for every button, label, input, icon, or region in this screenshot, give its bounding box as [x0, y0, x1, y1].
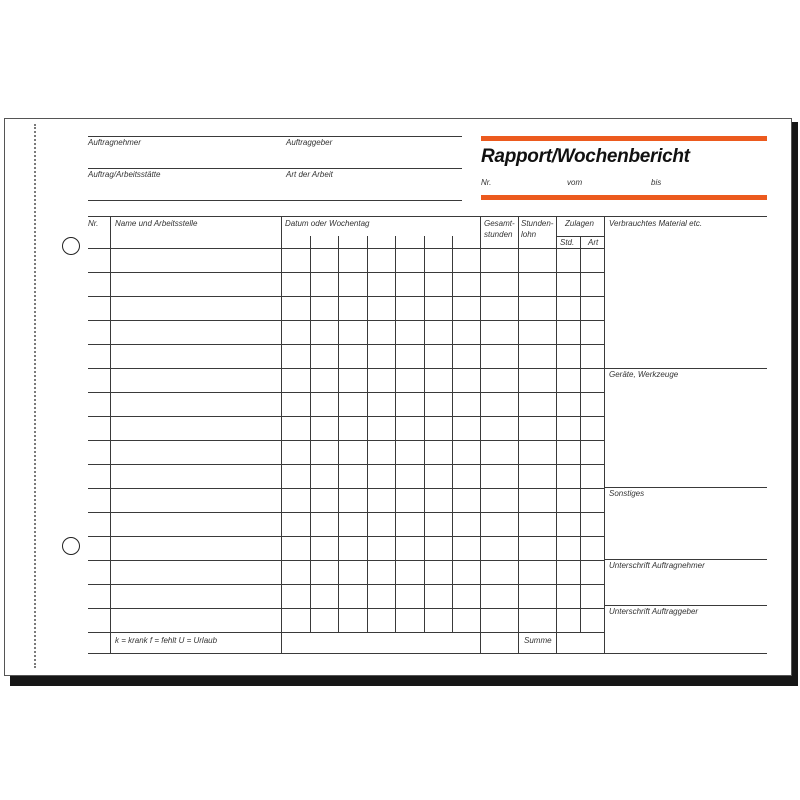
col-divider-allowance [580, 236, 581, 632]
other-label: Sonstiges [609, 489, 645, 498]
punch-hole-bottom [62, 537, 80, 555]
col-nr-label: Nr. [88, 219, 99, 228]
table-row-line [88, 392, 604, 393]
col-divider-day [424, 236, 425, 632]
col-divider-day [395, 236, 396, 632]
table-row-line [88, 536, 604, 537]
page-title: Rapport/Wochenbericht [481, 146, 690, 167]
absence-legend: k = krank f = fehlt U = Urlaub [115, 636, 218, 645]
col-name-site-label: Name und Arbeitsstelle [115, 219, 198, 228]
table-row-line [88, 512, 604, 513]
punch-hole-top [62, 237, 80, 255]
col-date-weekday-label: Datum oder Wochentag [285, 219, 370, 228]
order-site-field-line[interactable] [88, 200, 462, 201]
right-panel-divider [604, 487, 767, 488]
table-row-line [88, 320, 604, 321]
to-label: bis [651, 178, 662, 187]
table-row-line [88, 272, 604, 273]
contractor-label: Auftragnehmer [88, 138, 141, 147]
col-allowances-label: Zulagen [565, 219, 594, 228]
client-label: Auftraggeber [286, 138, 333, 147]
right-panel-divider [604, 605, 767, 606]
materials-label: Verbrauchtes Material etc. [609, 219, 703, 228]
table-row-line [88, 248, 604, 249]
col-hourly-wage-label-1: Stunden- [521, 219, 554, 228]
col-allowance-hours-label: Std. [560, 238, 575, 247]
table-row-line [88, 416, 604, 417]
perforation-line [34, 124, 36, 668]
col-divider-name [281, 216, 282, 653]
right-panel-divider [604, 368, 767, 369]
col-divider-day [452, 236, 453, 632]
table-bottom-rule [88, 653, 767, 654]
col-divider-allowance-end [604, 216, 605, 653]
col-divider-nr [110, 216, 111, 653]
col-divider-wage [556, 216, 557, 653]
col-total-hours-label-1: Gesamt- [484, 219, 515, 228]
col-divider-days-end [480, 216, 481, 653]
table-row-line [88, 608, 604, 609]
sum-label: Summe [524, 636, 552, 645]
col-total-hours-label-2: stunden [484, 230, 513, 239]
table-top-rule [88, 216, 767, 217]
col-hourly-wage-label-2: lohn [521, 230, 537, 239]
table-row-line [88, 560, 604, 561]
col-allowance-type-label: Art [588, 238, 599, 247]
from-label: vom [567, 178, 583, 187]
order-site-label: Auftrag/Arbeitsstätte [88, 170, 161, 179]
col-divider-day [367, 236, 368, 632]
col-divider-day [310, 236, 311, 632]
client-signature-label: Unterschrift Auftraggeber [609, 607, 699, 616]
col-divider-day [338, 236, 339, 632]
table-row-line [88, 488, 604, 489]
accent-stripe-bottom [481, 195, 767, 200]
table-row-line [88, 632, 604, 633]
col-divider-total-hours [518, 216, 519, 653]
number-label: Nr. [481, 178, 492, 187]
contractor-field-line[interactable] [88, 168, 462, 169]
form-sheet [4, 118, 792, 676]
table-row-line [88, 296, 604, 297]
tools-label: Geräte, Werkzeuge [609, 370, 679, 379]
contractor-signature-label: Unterschrift Auftragnehmer [609, 561, 705, 570]
work-type-label: Art der Arbeit [286, 170, 333, 179]
table-row-line [88, 344, 604, 345]
right-panel-divider [604, 559, 767, 560]
table-row-line [88, 584, 604, 585]
header-rule-top [88, 136, 462, 137]
table-row-line [88, 464, 604, 465]
table-row-line [88, 440, 604, 441]
accent-stripe-top [481, 136, 767, 141]
table-row-line [88, 368, 604, 369]
